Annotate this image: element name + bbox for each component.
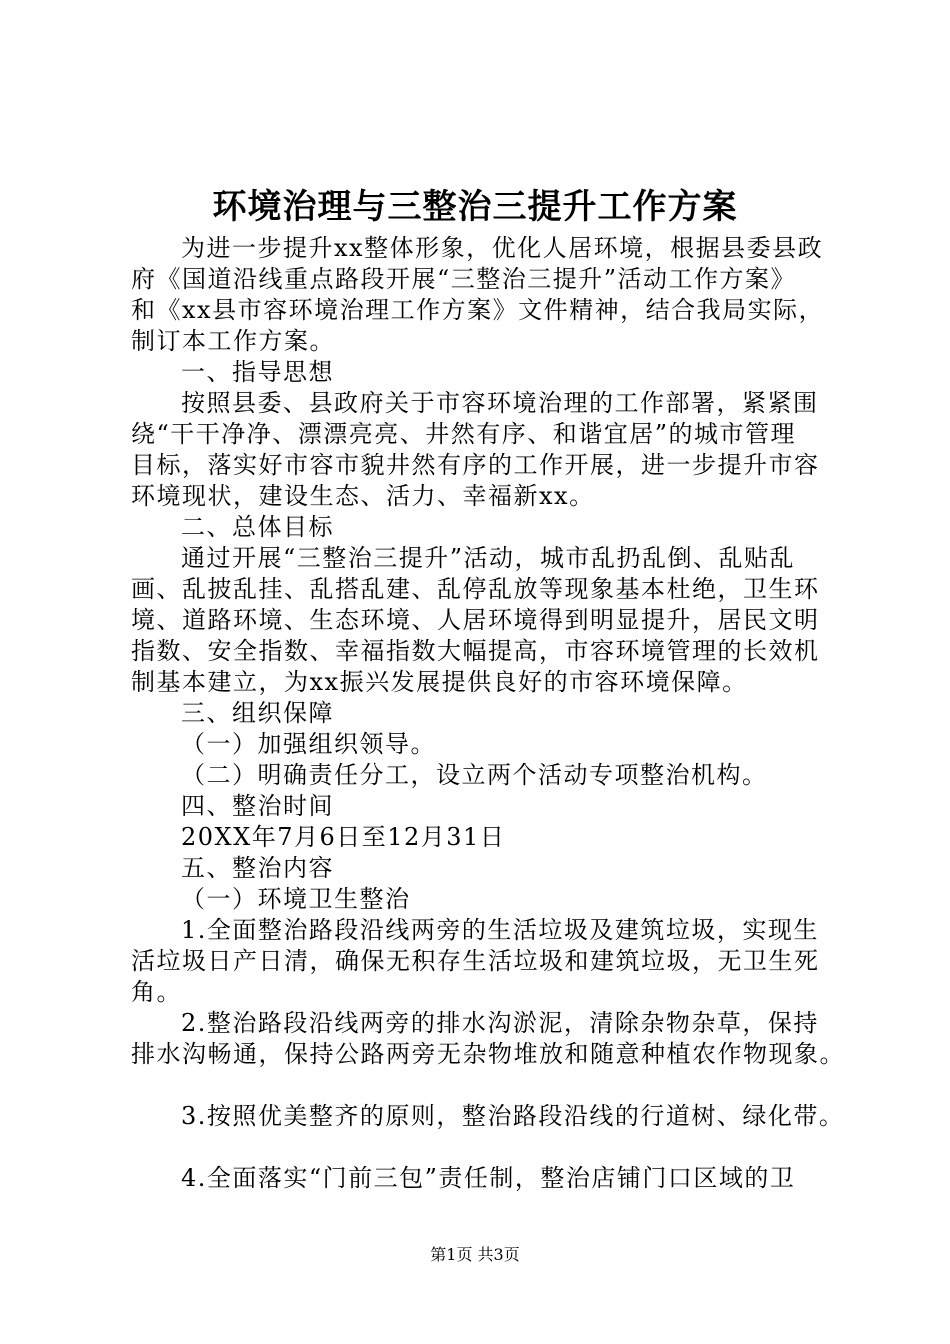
document-body	[131, 233, 861, 1194]
paragraph-spacer	[131, 1132, 861, 1163]
section-heading-3	[131, 698, 861, 729]
text-line: 为进一步提升xx整体形象，优化人居环境，根据县委县政	[181, 234, 824, 262]
paragraph-timeframe	[131, 822, 861, 853]
text-line: 指数、安全指数、幸福指数大幅提高，市容环境管理的长效机	[131, 637, 820, 665]
text-line: 和《xx县市容环境治理工作方案》文件精神，结合我局实际，	[131, 296, 825, 324]
section-heading-5	[131, 853, 861, 884]
text-line: 画、乱披乱挂、乱搭乱建、乱停乱放等现象基本杜绝，卫生环	[131, 575, 820, 603]
text-line: 活垃圾日产日清，确保无积存生活垃圾和建筑垃圾，无卫生死	[131, 947, 820, 975]
list-item	[131, 915, 861, 1008]
text-line: （二）明确责任分工，设立两个活动专项整治机构。	[181, 761, 768, 789]
heading-line: 三、组织保障	[181, 699, 334, 727]
text-line: 环境现状，建设生态、活力、幸福新xx。	[131, 482, 595, 510]
heading-line: 一、指导思想	[181, 358, 334, 386]
list-item	[131, 729, 861, 760]
heading-line: 四、整治时间	[181, 792, 334, 820]
section-heading-2	[131, 512, 861, 543]
text-line: 绕“干干净净、漂漂亮亮、井然有序、和谐宜居”的城市管理	[131, 420, 797, 448]
section-heading-1	[131, 357, 861, 388]
text-line: 目标，落实好市容市貌井然有序的工作开展，进一步提升市容	[131, 451, 820, 479]
paragraph-intro	[131, 233, 861, 357]
subsection-heading	[131, 884, 861, 915]
section-heading-4	[131, 791, 861, 822]
list-item	[131, 760, 861, 791]
text-line: 按照县委、县政府关于市容环境治理的工作部署，紧紧围	[181, 389, 819, 417]
text-line: 排水沟畅通，保持公路两旁无杂物堆放和随意种植农作物现象。	[131, 1040, 845, 1068]
text-line: 通过开展“三整治三提升”活动，城市乱扔乱倒、乱贴乱	[181, 544, 796, 572]
document-title: 环境治理与三整治三提升工作方案	[212, 187, 738, 227]
text-line: 2.整治路段沿线两旁的排水沟淤泥，清除杂物杂草，保持	[181, 1009, 819, 1037]
heading-line: 二、总体目标	[181, 513, 334, 541]
page-number: 第1页 共3页	[430, 1245, 520, 1264]
text-line: 境、道路环境、生态环境、人居环境得到明显提升，居民文明	[131, 606, 820, 634]
heading-line: （一）环境卫生整治	[181, 885, 411, 913]
text-line: 府《国道沿线重点路段开展“三整治三提升”活动工作方案》	[131, 265, 797, 293]
paragraph-overall-goal	[131, 543, 861, 698]
text-line: （一）加强组织领导。	[181, 730, 436, 758]
paragraph-spacer	[131, 1070, 861, 1101]
text-line: 制订本工作方案。	[131, 327, 335, 355]
list-item	[131, 1163, 861, 1194]
list-item	[131, 1008, 861, 1070]
text-line: 角。	[131, 978, 182, 1006]
text-line: 3.按照优美整齐的原则，整治路段沿线的行道树、绿化带。	[181, 1102, 845, 1130]
text-line: 20XX年7月6日至12月31日	[181, 823, 506, 851]
heading-line: 五、整治内容	[181, 854, 334, 882]
text-line: 4.全面落实“门前三包”责任制，整治店铺门口区域的卫	[181, 1164, 796, 1192]
text-line: 1.全面整治路段沿线两旁的生活垃圾及建筑垃圾，实现生	[181, 916, 819, 944]
list-item	[131, 1101, 861, 1132]
text-line: 制基本建立，为xx振兴发展提供良好的市容环境保障。	[131, 668, 748, 696]
paragraph-guiding-thought	[131, 388, 861, 512]
